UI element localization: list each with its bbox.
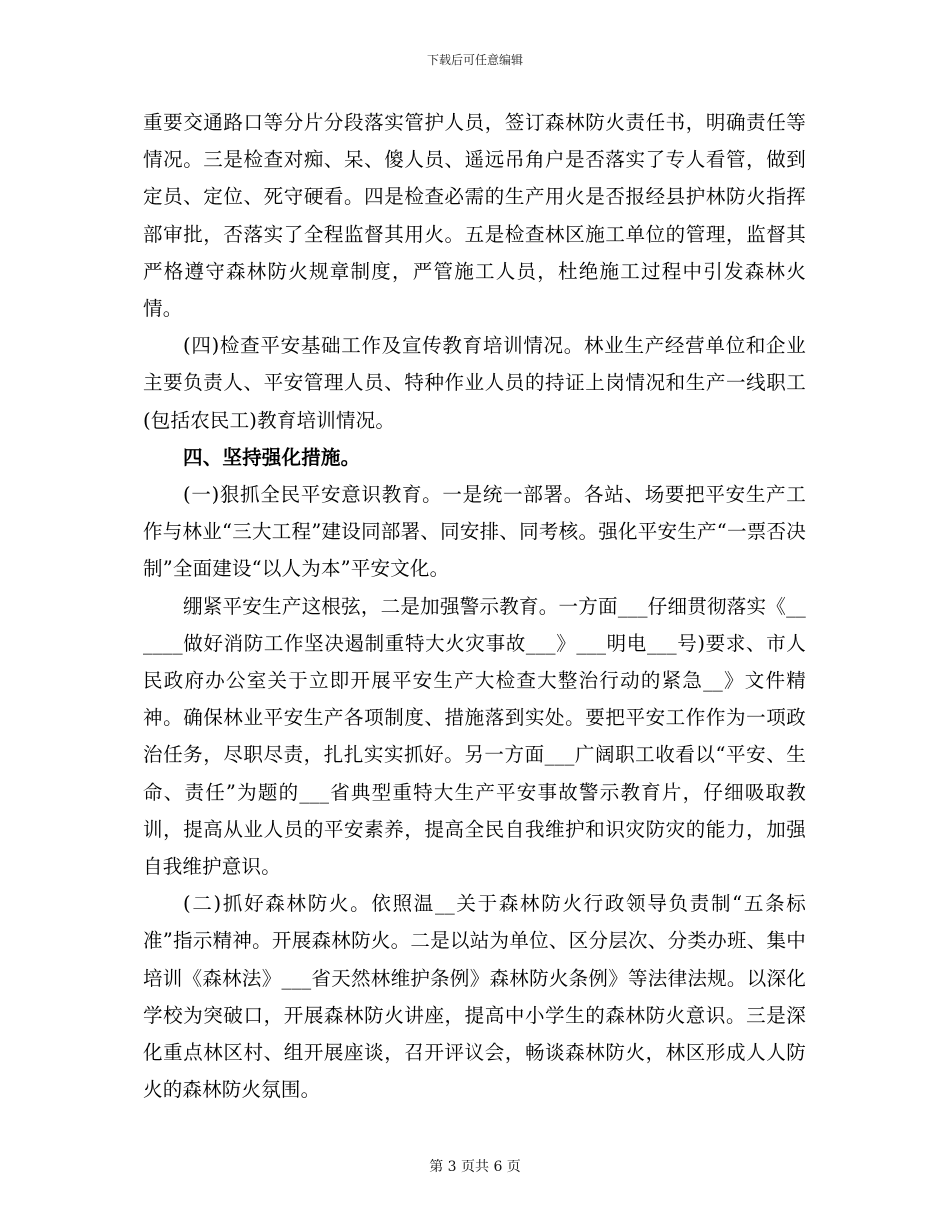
- paragraph-warning-education: 绷紧平安生产这根弦，二是加强警示教育。一方面___仔细贯彻落实《______做好消防工作坚决遏制重特大火灾事故___》___明电___号)要求、市人民政府办公室关于立即开展平安生产大检查大整治行动的紧急__》文件精神。确保林业平安生产各项制度、措施落到实处。要把平安工作作为一项政治任务，尽职尽责，扎扎实实抓好。另一方面___广阔职工收看以“平安、生命、责任”为题的___省典型重特大生产平安事故警示教育片，仔细吸取教训，提高从业人员的平安素养，提高全民自我维护和识灾防灾的能力，加强自我维护意识。: [143, 594, 806, 879]
- paragraph-continued: 重要交通路口等分片分段落实管护人员，签订森林防火责任书，明确责任等情况。三是检查对痴、呆、傻人员、遥远吊角户是否落实了专人看管，做到定员、定位、死守硬看。四是检查必需的生产用火是否报经县护林防火指挥部审批，否落实了全程监督其用火。五是检查林区施工单位的管理，监督其严格遵守森林防火规章制度，严管施工人员，杜绝施工过程中引发森林火情。: [143, 111, 806, 321]
- page-number: 第 3 页共 6 页: [429, 1159, 521, 1175]
- page-header: 下载后可任意编辑: [426, 53, 523, 67]
- paragraph-item-two: (二)抓好森林防火。依照温__关于森林防火行政领导负责制“五条标准”指示精神。开展森林防火。二是以站为单位、区分层次、分类办班、集中培训《森林法》___省天然林维护条例》森林防火条例》等法律法规。以深化学校为突破口，开展森林防火讲座，提高中小学生的森林防火意识。三是深化重点林区村、组开展座谈，召开评议会，畅谈森林防火，林区形成人人防火的森林防火氛围。: [143, 892, 806, 1102]
- section-heading: 四、坚持强化措施。: [183, 445, 361, 469]
- paragraph-item-one: (一)狠抓全民平安意识教育。一是统一部署。各站、场要把平安生产工作与林业“三大工程”建设同部署、同安排、同考核。强化平安生产“一票否决制”全面建设“以人为本”平安文化。: [143, 483, 806, 581]
- document-body: [143, 104, 806, 1108]
- paragraph-section-four: (四)检查平安基础工作及宣传教育培训情况。林业生产经营单位和企业主要负责人、平安管理人员、特种作业人员的持证上岗情况和生产一线职工(包括农民工)教育培训情况。: [143, 334, 806, 432]
